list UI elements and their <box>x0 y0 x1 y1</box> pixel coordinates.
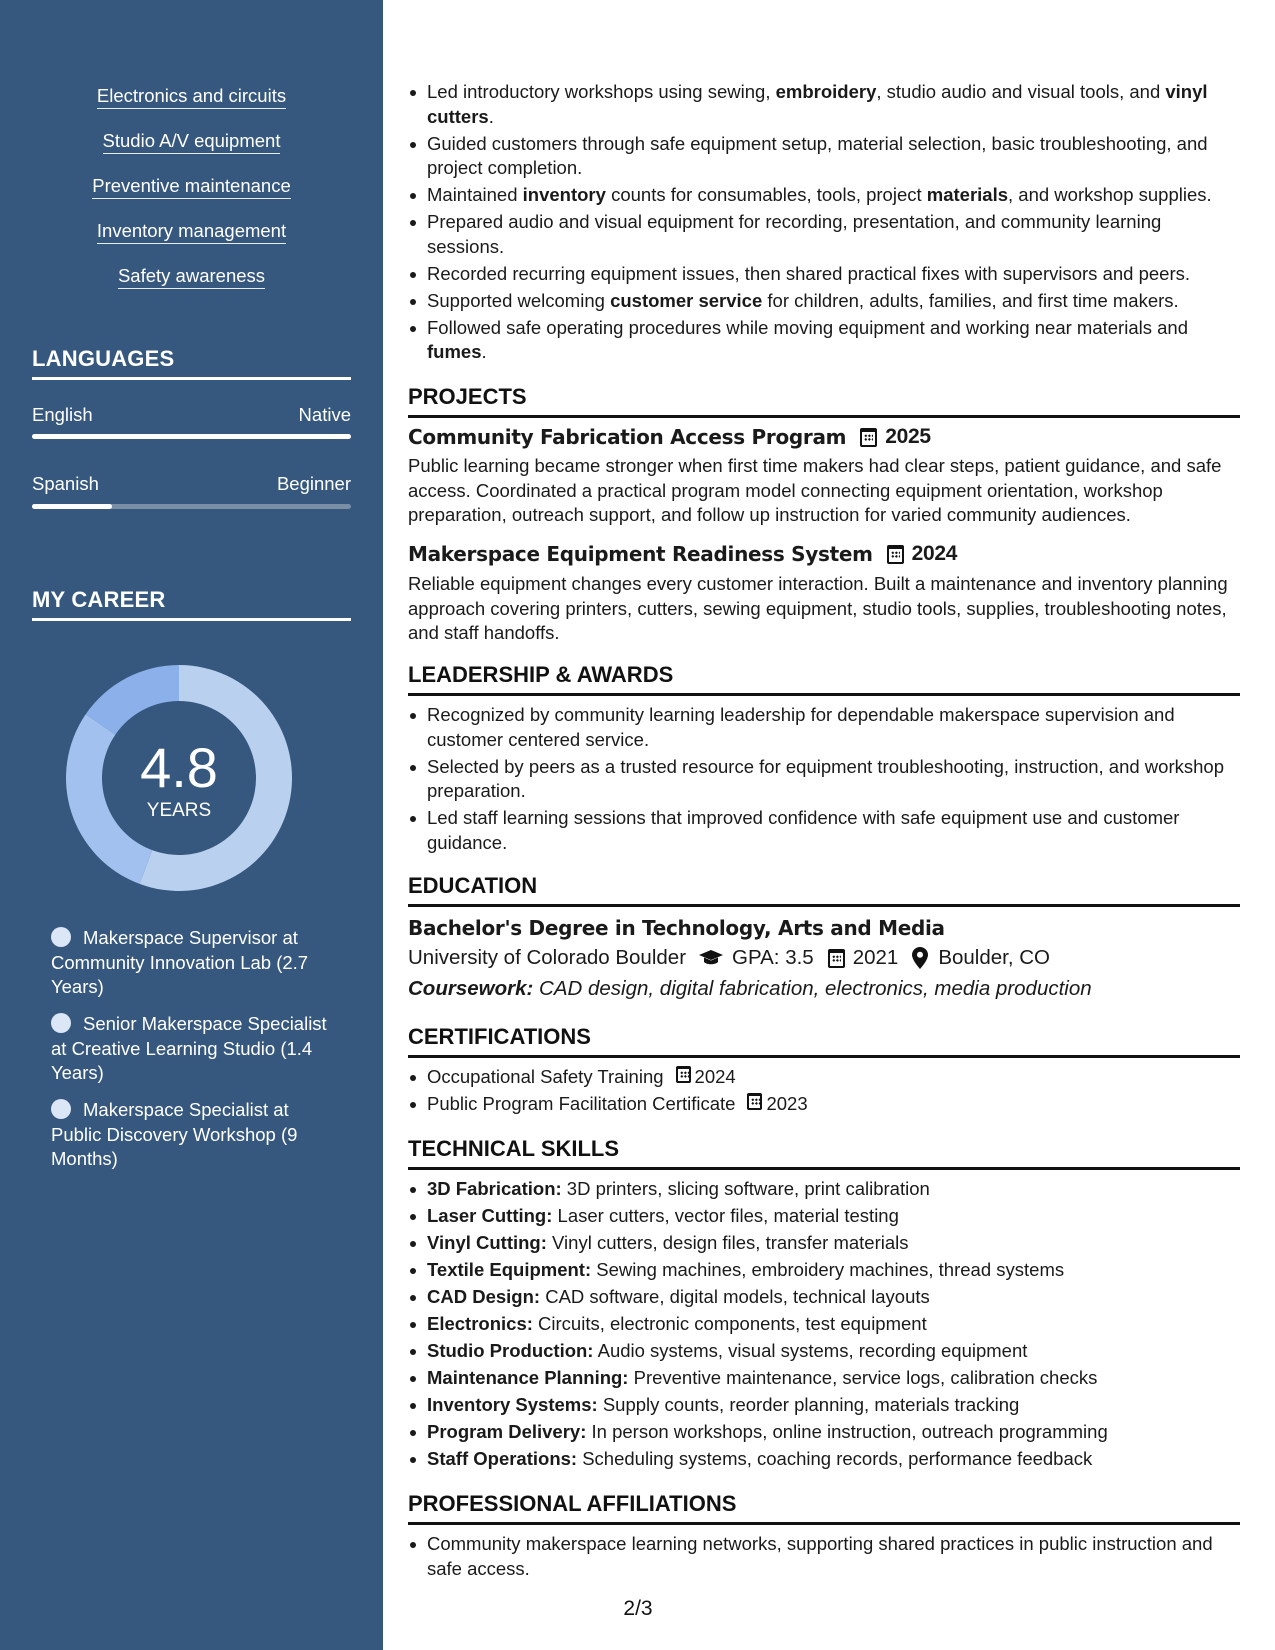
technical-skill-label: Textile Equipment: <box>427 1259 592 1280</box>
career-dot-icon <box>51 927 71 947</box>
graduation-cap-icon <box>698 949 724 967</box>
affiliations-heading: PROFESSIONAL AFFILIATIONS <box>408 1491 1240 1525</box>
affiliations-list <box>408 1532 1240 1584</box>
career-item-text: Makerspace Specialist at Public Discovery Workshop (9 Months) <box>51 1099 298 1169</box>
technical-skill-label: Vinyl Cutting: <box>427 1232 547 1253</box>
technical-skills-heading: TECHNICAL SKILLS <box>408 1136 1240 1170</box>
career-heading: MY CAREER <box>32 587 351 621</box>
language-level: Beginner <box>276 473 351 494</box>
page-number: 2/3 <box>623 1597 653 1620</box>
technical-skill-label: Laser Cutting: <box>427 1205 553 1226</box>
language-proficiency-fill <box>32 504 112 509</box>
technical-skills-list <box>408 1177 1240 1474</box>
skill-label: Safety awareness <box>118 265 265 289</box>
calendar-icon <box>860 428 877 447</box>
technical-skill-item <box>408 1366 1240 1391</box>
certification-name: Public Program Facilitation Certificate <box>427 1093 736 1114</box>
experience-bullet: Supported welcoming customer service for children, adults, families, and first time makers. <box>408 289 1240 314</box>
language-row <box>32 404 351 426</box>
career-item-text: Senior Makerspace Specialist at Creative Learning Studio (1.4 Years) <box>51 1013 327 1083</box>
experience-bullet: Followed safe operating procedures while moving equipment and working near materials and fumes. <box>408 316 1240 365</box>
technical-skill-item <box>408 1420 1240 1445</box>
skill-item <box>0 219 383 243</box>
project-year: 2024 <box>911 542 958 565</box>
certifications-list <box>408 1065 1240 1119</box>
experience-bullet: Recorded recurring equipment issues, then shared practical fixes with supervisors and peers. <box>408 262 1240 287</box>
school-name: University of Colorado Boulder <box>408 946 687 969</box>
technical-skill-label: 3D Fabrication: <box>427 1178 562 1199</box>
graduation-year: 2021 <box>852 946 899 969</box>
technical-skill-item <box>408 1177 1240 1202</box>
coursework <box>408 976 1240 1002</box>
calendar-icon <box>676 1066 691 1083</box>
language-proficiency-bar <box>32 504 351 509</box>
coursework-text: CAD design, digital fabrication, electronics, media production <box>539 977 1092 1000</box>
skill-item <box>0 264 383 288</box>
certification-item <box>408 1092 1240 1117</box>
technical-skill-label: Inventory Systems: <box>427 1394 598 1415</box>
language-name: English <box>32 404 93 425</box>
experience-bullet-list <box>408 80 1240 367</box>
project-year: 2025 <box>885 425 931 448</box>
list-item: Recognized by community learning leadership for dependable makerspace supervision and customer centered service. <box>408 703 1240 752</box>
list-item: Selected by peers as a trusted resource for equipment troubleshooting, instruction, and workshop preparation. <box>408 755 1240 804</box>
calendar-icon <box>747 1093 762 1110</box>
certification-year: 2023 <box>766 1093 808 1114</box>
language-level: Native <box>298 404 351 425</box>
project-description: Reliable equipment changes every customer interaction. Built a maintenance and inventory planning approach covering printers, cutters, sewing equipment, studio tools, supplies, troubleshooting notes, and staff handoffs. <box>408 573 1228 643</box>
education-heading: EDUCATION <box>408 873 1240 907</box>
language-name: Spanish <box>32 473 99 494</box>
technical-skill-text: 3D printers, slicing software, print calibration <box>561 1178 930 1199</box>
technical-skill-item <box>408 1312 1240 1337</box>
skill-label: Inventory management <box>97 220 286 244</box>
career-dot-icon <box>51 1099 71 1119</box>
technical-skill-item <box>408 1258 1240 1283</box>
skill-item <box>0 84 383 108</box>
technical-skill-text: Sewing machines, embroidery machines, thread systems <box>591 1259 1065 1280</box>
technical-skill-text: CAD software, digital models, technical layouts <box>540 1286 930 1307</box>
career-item <box>51 1012 331 1086</box>
education-details <box>408 945 1240 971</box>
skill-item <box>0 174 383 198</box>
technical-skill-item <box>408 1231 1240 1256</box>
technical-skill-text: Circuits, electronic components, test equipment <box>532 1313 927 1334</box>
skill-label: Preventive maintenance <box>92 175 290 199</box>
certifications-heading: CERTIFICATIONS <box>408 1024 1240 1058</box>
project-description: Public learning became stronger when first time makers had clear steps, patient guidance, and safe access. Coordinated a practical program model connecting equipment orientation, workshop preparation, outreach support, and follow up instruction for varied community audiences. <box>408 455 1222 525</box>
technical-skill-label: Maintenance Planning: <box>427 1367 629 1388</box>
skill-item <box>0 129 383 153</box>
technical-skill-text: Preventive maintenance, service logs, calibration checks <box>628 1367 1098 1388</box>
technical-skill-item <box>408 1447 1240 1472</box>
technical-skill-item <box>408 1393 1240 1418</box>
list-item: Community makerspace learning networks, supporting shared practices in public instruction and safe access. <box>408 1532 1240 1581</box>
technical-skill-label: Staff Operations: <box>427 1448 578 1469</box>
technical-skill-text: Audio systems, visual systems, recording equipment <box>593 1340 1028 1361</box>
technical-skill-text: Supply counts, reorder planning, materials tracking <box>597 1394 1020 1415</box>
coursework-label: Coursework: <box>408 977 534 1000</box>
experience-bullet: Maintained inventory counts for consumables, tools, project materials, and workshop supplies. <box>408 183 1240 208</box>
experience-bullet: Led introductory workshops using sewing, embroidery, studio audio and visual tools, and vinyl cutters. <box>408 80 1240 129</box>
technical-skill-item <box>408 1285 1240 1310</box>
career-total-years: 4.8 <box>140 736 218 799</box>
experience-bullet: Prepared audio and visual equipment for recording, presentation, and community learning sessions. <box>408 210 1240 259</box>
career-item <box>51 1098 331 1172</box>
experience-bullet: Guided customers through safe equipment setup, material selection, basic troubleshooting, and project completion. <box>408 132 1240 181</box>
sidebar <box>0 0 383 1650</box>
technical-skill-label: CAD Design: <box>427 1286 541 1307</box>
technical-skill-text: Laser cutters, vector files, material testing <box>552 1205 899 1226</box>
project-title-text: Makerspace Equipment Readiness System <box>408 542 873 566</box>
technical-skill-item <box>408 1339 1240 1364</box>
language-proficiency-fill <box>32 434 351 439</box>
technical-skill-item <box>408 1204 1240 1229</box>
leadership-heading: LEADERSHIP & AWARDS <box>408 662 1240 696</box>
technical-skill-text: In person workshops, online instruction, outreach programming <box>586 1421 1108 1442</box>
career-item <box>51 926 331 1000</box>
technical-skill-label: Program Delivery: <box>427 1421 587 1442</box>
technical-skill-text: Vinyl cutters, design files, transfer materials <box>546 1232 909 1253</box>
gpa: GPA: 3.5 <box>732 946 814 969</box>
projects-heading: PROJECTS <box>408 384 1240 418</box>
calendar-icon <box>828 949 845 968</box>
degree-title: Bachelor's Degree in Technology, Arts and Media <box>408 916 945 940</box>
skill-label: Studio A/V equipment <box>103 130 281 154</box>
project-title <box>408 541 1240 567</box>
technical-skill-text: Scheduling systems, coaching records, performance feedback <box>577 1448 1093 1469</box>
certification-year: 2024 <box>694 1066 736 1087</box>
certification-item <box>408 1065 1240 1090</box>
school-location: Boulder, CO <box>938 946 1050 969</box>
career-item-text: Makerspace Supervisor at Community Innovation Lab (2.7 Years) <box>51 927 309 997</box>
career-dot-icon <box>51 1013 71 1033</box>
leadership-list <box>408 703 1240 858</box>
technical-skill-label: Studio Production: <box>427 1340 594 1361</box>
list-item: Led staff learning sessions that improved confidence with safe equipment use and customer guidance. <box>408 806 1240 855</box>
project-title-text: Community Fabrication Access Program <box>408 425 847 449</box>
technical-skill-label: Electronics: <box>427 1313 533 1334</box>
calendar-icon <box>887 545 904 564</box>
career-total-unit: YEARS <box>146 800 212 821</box>
language-proficiency-bar <box>32 434 351 439</box>
skill-label: Electronics and circuits <box>97 85 286 109</box>
project-title <box>408 424 1240 450</box>
location-pin-icon <box>912 947 928 969</box>
languages-heading: LANGUAGES <box>32 346 351 380</box>
certification-name: Occupational Safety Training <box>427 1066 664 1087</box>
language-row <box>32 473 351 495</box>
